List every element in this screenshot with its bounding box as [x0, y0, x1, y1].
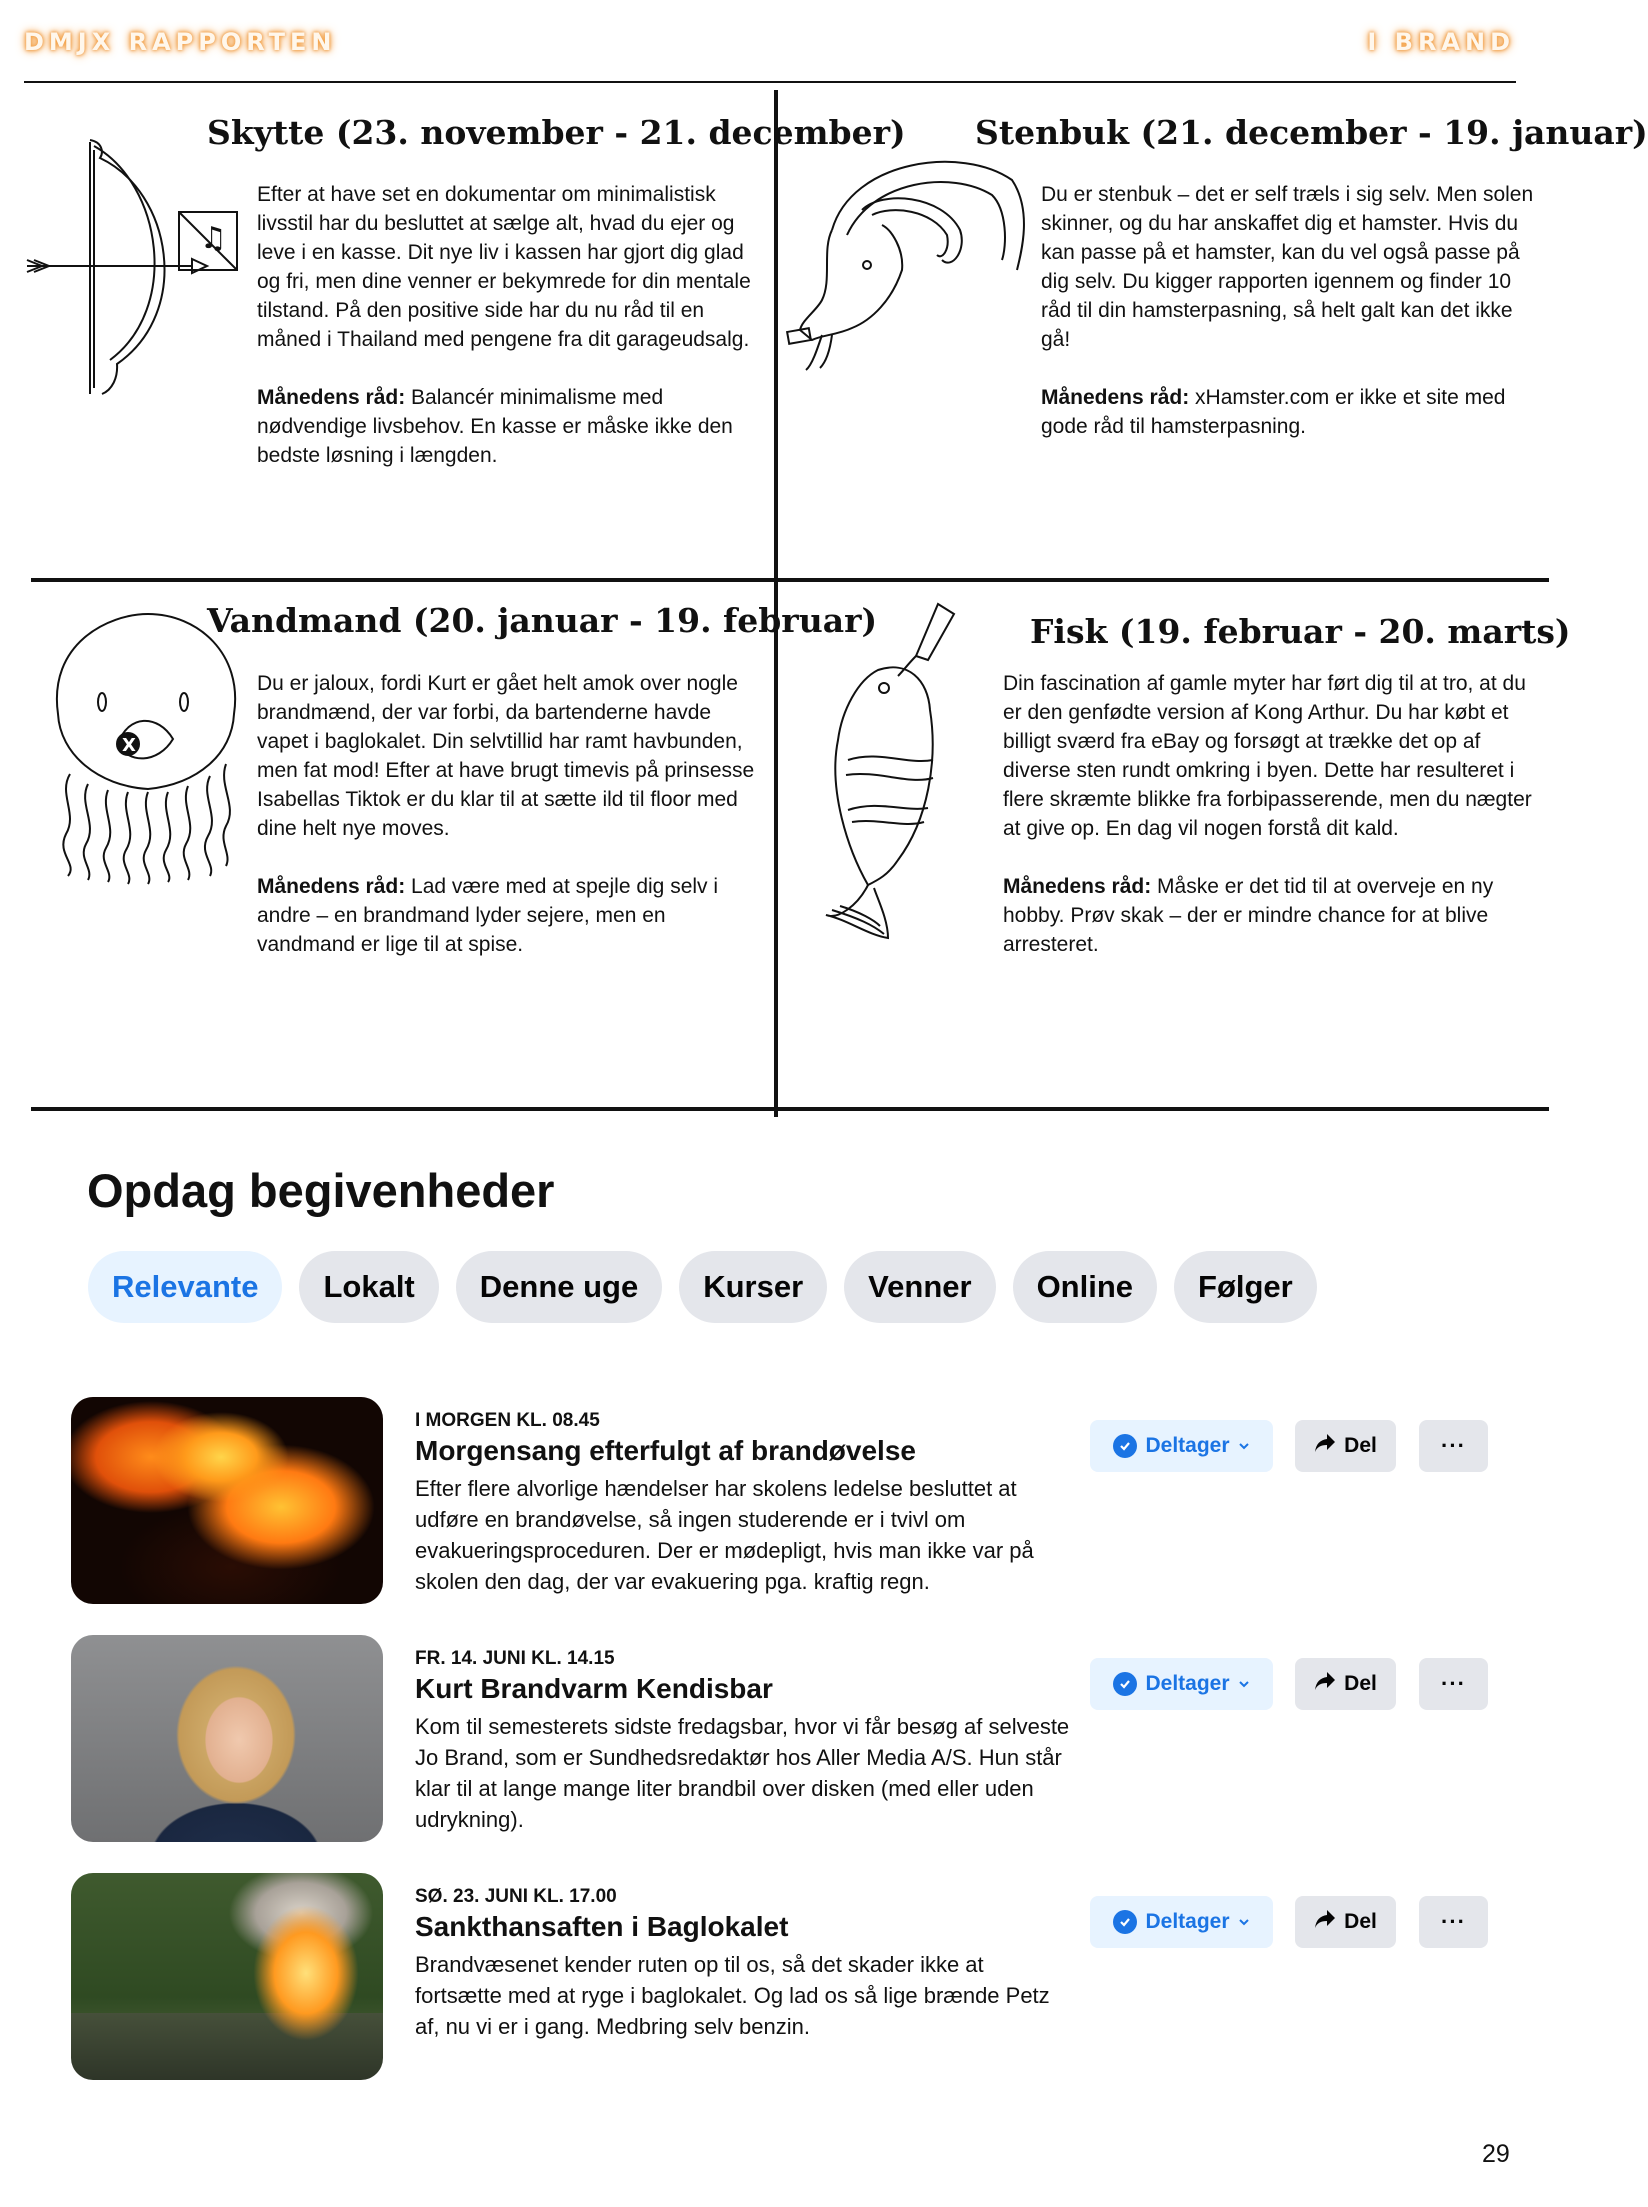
share-arrow-icon	[1314, 1433, 1336, 1459]
share-button[interactable]	[1295, 1658, 1396, 1710]
attend-label: Deltager	[1145, 1672, 1230, 1695]
share-label: Del	[1344, 1910, 1377, 1933]
check-icon	[1113, 1910, 1137, 1934]
tab-foelger[interactable]: Følger	[1174, 1251, 1317, 1323]
attend-button[interactable]	[1090, 1896, 1273, 1948]
zodiac-body: Du er stenbuk – det er self træls i sig selv. Men solen skinner, og du har anskaffet dig et hamster. Hvis du kan passe på et hamster, kan du vel også passe på dig selv. Du kigger rapporten igennem og finder 10 råd til din hamsterpasning, så helt galt kan det ikke gå!	[1041, 183, 1534, 351]
zodiac-advice	[257, 383, 767, 470]
advice-label: Månedens råd:	[257, 386, 406, 409]
zodiac-body: Du er jaloux, fordi Kurt er gået helt amok over nogle brandmænd, der var forbi, da bartenderne havde vapet i baglokalet. Din selvtillid har ramt havbunden, men fat mod! Efter at have brugt timevis på prinsesse Isabellas Tiktok er du klar til at sætte ild til floor med dine helt nye moves.	[257, 672, 755, 840]
event-description: Brandvæsenet kender ruten op til os, så det skader ikke at fortsætte med at ryge i baglokalet. Og lad os så lige brænde Petz af, nu vi er i gang. Medbring selv benzin.	[415, 1952, 1050, 2039]
tab-kurser[interactable]: Kurser	[679, 1251, 827, 1323]
chevron-down-icon	[1238, 1434, 1250, 1458]
share-arrow-icon	[1314, 1909, 1336, 1935]
event-filter-tabs	[88, 1251, 1317, 1323]
event-card[interactable]	[0, 1635, 1549, 1845]
tab-venner[interactable]: Venner	[844, 1251, 995, 1323]
zodiac-advice	[257, 872, 767, 959]
event-title[interactable]: Morgensang efterfulgt af brandøvelse	[415, 1435, 916, 1466]
grid-middle-divider	[31, 578, 1549, 582]
event-card[interactable]	[0, 1873, 1549, 2083]
events-heading: Opdag begivenheder	[87, 1164, 555, 1217]
magazine-title: DMJX RAPPORTEN	[24, 28, 337, 56]
event-description: Kom til semesterets sidste fredagsbar, hvor vi får besøg af selveste Jo Brand, som er Sundhedsredaktør hos Aller Media A/S. Hun står klar til at lange mange liter brandbil over disken (med eller uden udrykning).	[415, 1714, 1070, 1832]
share-label: Del	[1344, 1434, 1377, 1457]
attend-button[interactable]	[1090, 1658, 1273, 1710]
advice-label: Månedens råd:	[257, 875, 406, 898]
zodiac-text-sagittarius	[257, 180, 767, 470]
aquarius-jellyfish-icon	[48, 614, 248, 884]
zodiac-title-sagittarius: Skytte (23. november - 21. december)	[207, 113, 906, 152]
advice-label: Månedens råd:	[1041, 386, 1190, 409]
more-options-button[interactable]: ···	[1419, 1420, 1488, 1472]
header-rule	[24, 81, 1516, 83]
chevron-down-icon	[1238, 1910, 1250, 1934]
zodiac-text-pisces	[1003, 669, 1543, 959]
capricorn-goat-icon	[792, 150, 1032, 375]
event-image-bonfire	[71, 1873, 383, 2080]
sagittarius-bow-icon	[22, 132, 242, 402]
event-image-portrait	[71, 1635, 383, 1842]
svg-text:X: X	[122, 735, 136, 756]
advice-label: Månedens råd:	[1003, 875, 1152, 898]
event-title[interactable]: Sankthansaften i Baglokalet	[415, 1911, 789, 1942]
zodiac-advice	[1003, 872, 1543, 959]
event-date: FR. 14. JUNI KL. 14.15	[415, 1648, 615, 1669]
zodiac-advice	[1041, 383, 1541, 441]
tab-relevante[interactable]: Relevante	[88, 1251, 282, 1323]
attend-button[interactable]	[1090, 1420, 1273, 1472]
advice-text: Måske er det tid til at overveje en ny hobby. Prøv skak – der er mindre chance for at blive arresteret.	[1003, 875, 1494, 956]
zodiac-body: Efter at have set en dokumentar om minimalistisk livsstil har du besluttet at sælge alt, hvad du ejer og leve i en kasse. Dit nye liv i kassen har gjort dig glad og fri, men dine venner er bekymrede for din mentale tilstand. På den positive side har du nu råd til en måned i Thailand med pengene fra dit garageudsalg.	[257, 183, 751, 351]
event-date: I MORGEN KL. 08.45	[415, 1410, 600, 1431]
section-title: I BRAND	[1367, 28, 1515, 56]
zodiac-title-aquarius: Vandmand (20. januar - 19. februar)	[207, 601, 878, 640]
check-icon	[1113, 1672, 1137, 1696]
chevron-down-icon	[1238, 1672, 1250, 1696]
attend-label: Deltager	[1145, 1434, 1230, 1457]
pisces-fish-icon	[818, 600, 998, 940]
event-date: SØ. 23. JUNI KL. 17.00	[415, 1886, 617, 1907]
svg-text:♫: ♫	[200, 221, 227, 256]
more-options-button[interactable]: ···	[1419, 1658, 1488, 1710]
tab-denne-uge[interactable]: Denne uge	[456, 1251, 662, 1323]
advice-text: Lad være med at spejle dig selv i andre – en brandmand lyder sejere, men en vandmand er lige til at spise.	[257, 875, 719, 956]
zodiac-title-pisces: Fisk (19. februar - 20. marts)	[1030, 612, 1571, 651]
share-arrow-icon	[1314, 1671, 1336, 1697]
tab-lokalt[interactable]: Lokalt	[299, 1251, 438, 1323]
grid-bottom-divider	[31, 1107, 1549, 1111]
event-image-fire	[71, 1397, 383, 1604]
attend-label: Deltager	[1145, 1910, 1230, 1933]
zodiac-title-capricorn: Stenbuk (21. december - 19. januar)	[975, 113, 1648, 152]
tab-online[interactable]: Online	[1013, 1251, 1157, 1323]
check-icon	[1113, 1434, 1137, 1458]
page-number: 29	[1482, 2140, 1510, 2168]
event-description: Efter flere alvorlige hændelser har skolens ledelse besluttet at udføre en brandøvelse, så ingen studerende er i tvivl om evakueringsproceduren. Der er mødepligt, hvis man ikke var på skolen den dag, der var evakuering pga. kraftig regn.	[415, 1476, 1034, 1594]
share-label: Del	[1344, 1672, 1377, 1695]
zodiac-text-capricorn	[1041, 180, 1541, 441]
share-button[interactable]	[1295, 1896, 1396, 1948]
advice-text: xHamster.com er ikke et site med gode råd til hamsterpasning.	[1041, 386, 1506, 438]
advice-text: Balancér minimalisme med nødvendige livsbehov. En kasse er måske ikke den bedste løsning i længden.	[257, 386, 733, 467]
share-button[interactable]	[1295, 1420, 1396, 1472]
more-options-button[interactable]: ···	[1419, 1896, 1488, 1948]
zodiac-text-aquarius	[257, 669, 767, 959]
zodiac-body: Din fascination af gamle myter har ført dig til at tro, at du er den genfødte version af Kong Arthur. Du har købt et billigt sværd fra eBay og forsøgt at trække det op af diverse sten rundt omkring i byen. Dette har resulteret i flere skræmte blikke fra forbipasserende, men du nægter at give op. En dag vil nogen forstå dit kald.	[1003, 672, 1532, 840]
event-card[interactable]	[0, 1397, 1549, 1607]
event-title[interactable]: Kurt Brandvarm Kendisbar	[415, 1673, 773, 1704]
